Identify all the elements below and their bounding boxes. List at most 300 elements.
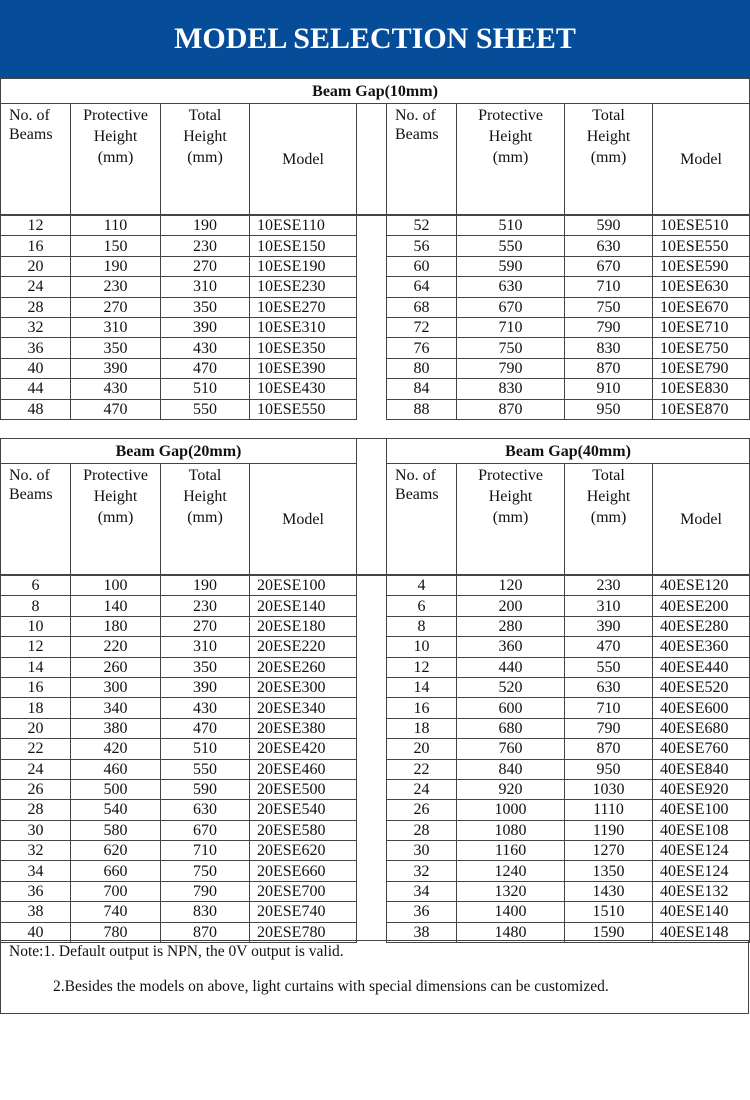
- column-header-beams-line: No. of: [395, 467, 436, 484]
- cell-beams: 40: [1, 358, 71, 378]
- column-header-beams-line: Beams: [395, 126, 439, 143]
- cell-total-height: 550: [565, 657, 653, 677]
- spacer: [357, 739, 387, 759]
- cell-total-height: 230: [161, 596, 250, 616]
- cell-total-height: 870: [565, 739, 653, 759]
- cell-model: 40ESE600: [653, 698, 750, 718]
- spacer: [357, 718, 387, 738]
- cell-beams: 22: [1, 739, 71, 759]
- header-row: [1, 464, 750, 576]
- cell-protective-height: 680: [457, 718, 565, 738]
- cell-protective-height: 300: [71, 677, 161, 697]
- cell-model: 40ESE200: [653, 596, 750, 616]
- spacer: [357, 637, 387, 657]
- cell-protective-height: 630: [457, 277, 565, 297]
- cell-protective-height: 540: [71, 800, 161, 820]
- cell-model: 40ESE148: [653, 922, 750, 942]
- table-row: [1, 739, 750, 759]
- cell-beams: 16: [1, 236, 71, 256]
- section-title-10mm: Beam Gap(10mm): [1, 79, 750, 104]
- cell-protective-height: 350: [71, 338, 161, 358]
- cell-model: 40ESE920: [653, 779, 750, 799]
- spacer: [357, 902, 387, 922]
- cell-beams: 20: [387, 739, 457, 759]
- column-header-total-height-line: (mm): [590, 509, 627, 526]
- cell-protective-height: 1080: [457, 820, 565, 840]
- column-header-total-height: [565, 464, 653, 576]
- table-row: [1, 657, 750, 677]
- column-header-model: [653, 464, 750, 576]
- cell-beams: 38: [387, 922, 457, 942]
- cell-model: 20ESE340: [250, 698, 357, 718]
- cell-protective-height: 790: [457, 358, 565, 378]
- cell-total-height: 1430: [565, 881, 653, 901]
- cell-beams: 52: [387, 215, 457, 236]
- column-header-protective-height-line: (mm): [492, 509, 529, 526]
- cell-model: 40ESE100: [653, 800, 750, 820]
- cell-model: 10ESE750: [653, 338, 750, 358]
- cell-model: 10ESE630: [653, 277, 750, 297]
- column-header-total-height-line: Height: [586, 488, 631, 505]
- table-row: [1, 698, 750, 718]
- cell-protective-height: 340: [71, 698, 161, 718]
- cell-protective-height: 380: [71, 718, 161, 738]
- cell-model: 10ESE550: [653, 236, 750, 256]
- cell-protective-height: 440: [457, 657, 565, 677]
- table-row: [1, 881, 750, 901]
- cell-model: 40ESE760: [653, 739, 750, 759]
- cell-total-height: 1590: [565, 922, 653, 942]
- beam-gap-20-40mm-table: [0, 438, 750, 943]
- column-header-protective-height-line: Height: [488, 128, 533, 145]
- cell-protective-height: 750: [457, 338, 565, 358]
- cell-total-height: 430: [161, 338, 250, 358]
- cell-protective-height: 1480: [457, 922, 565, 942]
- cell-beams: 60: [387, 256, 457, 276]
- cell-model: 10ESE150: [250, 236, 357, 256]
- cell-model: 20ESE540: [250, 800, 357, 820]
- cell-beams: 48: [1, 399, 71, 419]
- cell-beams: 34: [387, 881, 457, 901]
- spacer: [357, 256, 387, 276]
- cell-protective-height: 140: [71, 596, 161, 616]
- cell-total-height: 190: [161, 215, 250, 236]
- spacer: [357, 779, 387, 799]
- cell-total-height: 310: [565, 596, 653, 616]
- cell-protective-height: 660: [71, 861, 161, 881]
- spacer: [357, 277, 387, 297]
- cell-total-height: 950: [565, 399, 653, 419]
- cell-protective-height: 470: [71, 399, 161, 419]
- cell-model: 10ESE870: [653, 399, 750, 419]
- cell-beams: 84: [387, 379, 457, 399]
- cell-beams: 26: [1, 779, 71, 799]
- cell-protective-height: 460: [71, 759, 161, 779]
- cell-model: 40ESE520: [653, 677, 750, 697]
- cell-protective-height: 260: [71, 657, 161, 677]
- cell-model: 40ESE840: [653, 759, 750, 779]
- column-header-total-height: [161, 464, 250, 576]
- cell-total-height: 710: [565, 277, 653, 297]
- cell-beams: 16: [387, 698, 457, 718]
- cell-model: 40ESE360: [653, 637, 750, 657]
- spacer: [357, 820, 387, 840]
- cell-model: 20ESE300: [250, 677, 357, 697]
- cell-total-height: 390: [161, 677, 250, 697]
- cell-protective-height: 200: [457, 596, 565, 616]
- cell-beams: 34: [1, 861, 71, 881]
- cell-protective-height: 840: [457, 759, 565, 779]
- column-header-model-line: Model: [282, 510, 324, 528]
- cell-beams: 14: [387, 677, 457, 697]
- cell-model: 10ESE430: [250, 379, 357, 399]
- column-header-model-line: Model: [680, 510, 722, 528]
- spacer: [357, 800, 387, 820]
- cell-model: 40ESE280: [653, 616, 750, 636]
- cell-model: 10ESE790: [653, 358, 750, 378]
- cell-total-height: 470: [161, 358, 250, 378]
- column-header-total-height-line: Total: [592, 467, 625, 484]
- cell-beams: 38: [1, 902, 71, 922]
- spacer: [357, 104, 387, 216]
- cell-beams: 28: [1, 800, 71, 820]
- spacer: [357, 677, 387, 697]
- spacer: [357, 464, 387, 576]
- cell-model: 20ESE580: [250, 820, 357, 840]
- column-header-total-height: [161, 104, 250, 216]
- cell-beams: 10: [1, 616, 71, 636]
- cell-protective-height: 780: [71, 922, 161, 942]
- cell-total-height: 1030: [565, 779, 653, 799]
- cell-total-height: 790: [161, 881, 250, 901]
- cell-beams: 20: [1, 256, 71, 276]
- cell-model: 10ESE230: [250, 277, 357, 297]
- cell-total-height: 350: [161, 297, 250, 317]
- cell-total-height: 550: [161, 399, 250, 419]
- cell-beams: 26: [387, 800, 457, 820]
- cell-protective-height: 620: [71, 841, 161, 861]
- cell-total-height: 630: [161, 800, 250, 820]
- column-header-total-height-line: Height: [183, 488, 227, 505]
- table-row: [1, 861, 750, 881]
- cell-total-height: 470: [565, 637, 653, 657]
- table-row: [1, 236, 750, 256]
- cell-beams: 30: [387, 841, 457, 861]
- notes: [0, 940, 749, 1014]
- cell-model: 20ESE620: [250, 841, 357, 861]
- column-header-beams: [1, 464, 71, 576]
- column-header-protective-height-line: Height: [93, 128, 138, 145]
- cell-total-height: 310: [161, 277, 250, 297]
- cell-protective-height: 700: [71, 881, 161, 901]
- cell-protective-height: 830: [457, 379, 565, 399]
- cell-protective-height: 190: [71, 256, 161, 276]
- column-header-protective-height-line: (mm): [492, 149, 529, 166]
- cell-total-height: 1350: [565, 861, 653, 881]
- cell-model: 40ESE124: [653, 841, 750, 861]
- cell-total-height: 230: [161, 236, 250, 256]
- cell-total-height: 750: [161, 861, 250, 881]
- cell-protective-height: 1160: [457, 841, 565, 861]
- cell-protective-height: 920: [457, 779, 565, 799]
- column-header-protective-height: [71, 464, 161, 576]
- cell-protective-height: 310: [71, 317, 161, 337]
- cell-model: 20ESE220: [250, 637, 357, 657]
- cell-total-height: 350: [161, 657, 250, 677]
- cell-beams: 36: [387, 902, 457, 922]
- column-header-total-height-line: (mm): [187, 149, 223, 166]
- cell-beams: 36: [1, 881, 71, 901]
- cell-total-height: 190: [161, 575, 250, 596]
- cell-total-height: 1510: [565, 902, 653, 922]
- spacer: [357, 616, 387, 636]
- cell-total-height: 230: [565, 575, 653, 596]
- table-row: [1, 596, 750, 616]
- cell-protective-height: 500: [71, 779, 161, 799]
- cell-model: 40ESE140: [653, 902, 750, 922]
- spacer: [357, 297, 387, 317]
- column-header-total-height-line: Total: [188, 467, 222, 484]
- cell-total-height: 870: [565, 358, 653, 378]
- table-row: [1, 575, 750, 596]
- section-title-20mm: Beam Gap(20mm): [1, 439, 357, 464]
- cell-model: 20ESE740: [250, 902, 357, 922]
- cell-total-height: 870: [161, 922, 250, 942]
- cell-protective-height: 870: [457, 399, 565, 419]
- cell-beams: 12: [1, 637, 71, 657]
- header-row: [1, 104, 750, 216]
- spacer: [357, 358, 387, 378]
- cell-total-height: 1110: [565, 800, 653, 820]
- cell-beams: 14: [1, 657, 71, 677]
- column-header-protective-height-line: Protective: [83, 107, 148, 124]
- cell-protective-height: 580: [71, 820, 161, 840]
- cell-beams: 32: [387, 861, 457, 881]
- cell-beams: 8: [387, 616, 457, 636]
- cell-total-height: 510: [161, 379, 250, 399]
- cell-total-height: 630: [565, 677, 653, 697]
- column-header-protective-height-line: Protective: [478, 107, 543, 124]
- note-1: Note:1. Default output is NPN, the 0V output is valid.: [9, 943, 344, 960]
- spacer: [357, 338, 387, 358]
- cell-total-height: 1270: [565, 841, 653, 861]
- column-header-total-height-line: Height: [586, 128, 631, 145]
- cell-model: 20ESE420: [250, 739, 357, 759]
- page-title: MODEL SELECTION SHEET: [0, 0, 750, 78]
- cell-beams: 56: [387, 236, 457, 256]
- cell-protective-height: 1320: [457, 881, 565, 901]
- cell-beams: 68: [387, 297, 457, 317]
- column-header-beams: [1, 104, 71, 216]
- cell-model: 10ESE310: [250, 317, 357, 337]
- spacer: [357, 575, 387, 596]
- cell-beams: 20: [1, 718, 71, 738]
- cell-protective-height: 590: [457, 256, 565, 276]
- column-header-protective-height-line: Height: [93, 488, 138, 505]
- spacer: [357, 317, 387, 337]
- spacer: [357, 236, 387, 256]
- cell-model: 20ESE780: [250, 922, 357, 942]
- cell-total-height: 830: [565, 338, 653, 358]
- beam-gap-10mm-table: [0, 78, 750, 420]
- column-header-beams-line: No. of: [395, 107, 436, 124]
- column-header-protective-height: [457, 464, 565, 576]
- cell-model: 20ESE660: [250, 861, 357, 881]
- table-row: [1, 297, 750, 317]
- cell-beams: 64: [387, 277, 457, 297]
- cell-beams: 32: [1, 841, 71, 861]
- table-row: [1, 779, 750, 799]
- column-header-protective-height: [71, 104, 161, 216]
- table-row: [1, 379, 750, 399]
- cell-model: 10ESE670: [653, 297, 750, 317]
- cell-total-height: 790: [565, 317, 653, 337]
- cell-protective-height: 420: [71, 739, 161, 759]
- cell-protective-height: 760: [457, 739, 565, 759]
- cell-protective-height: 100: [71, 575, 161, 596]
- table-row: [1, 616, 750, 636]
- cell-model: 10ESE510: [653, 215, 750, 236]
- cell-beams: 12: [1, 215, 71, 236]
- cell-beams: 18: [1, 698, 71, 718]
- cell-total-height: 310: [161, 637, 250, 657]
- section-title-40mm: Beam Gap(40mm): [387, 439, 750, 464]
- cell-model: 10ESE270: [250, 297, 357, 317]
- cell-total-height: 590: [565, 215, 653, 236]
- column-header-protective-height-line: Protective: [478, 467, 543, 484]
- cell-model: 20ESE700: [250, 881, 357, 901]
- cell-protective-height: 600: [457, 698, 565, 718]
- cell-protective-height: 180: [71, 616, 161, 636]
- cell-beams: 8: [1, 596, 71, 616]
- table-row: [1, 718, 750, 738]
- column-header-beams-line: Beams: [395, 486, 439, 503]
- column-header-total-height-line: Total: [592, 107, 625, 124]
- column-header-protective-height: [457, 104, 565, 216]
- cell-beams: 32: [1, 317, 71, 337]
- cell-model: 10ESE190: [250, 256, 357, 276]
- cell-beams: 80: [387, 358, 457, 378]
- cell-protective-height: 510: [457, 215, 565, 236]
- table-row: [1, 800, 750, 820]
- cell-beams: 88: [387, 399, 457, 419]
- cell-beams: 28: [1, 297, 71, 317]
- table-row: [1, 759, 750, 779]
- cell-model: 20ESE180: [250, 616, 357, 636]
- column-header-beams: [387, 464, 457, 576]
- cell-beams: 12: [387, 657, 457, 677]
- column-header-model-line: Model: [680, 150, 722, 168]
- cell-model: 10ESE710: [653, 317, 750, 337]
- spacer: [357, 759, 387, 779]
- spacer: [357, 698, 387, 718]
- table-row: [1, 317, 750, 337]
- cell-model: 40ESE120: [653, 575, 750, 596]
- cell-model: 40ESE124: [653, 861, 750, 881]
- column-header-total-height-line: (mm): [187, 509, 223, 526]
- cell-total-height: 750: [565, 297, 653, 317]
- spacer: [357, 215, 387, 236]
- cell-model: 20ESE500: [250, 779, 357, 799]
- cell-beams: 24: [387, 779, 457, 799]
- cell-beams: 40: [1, 922, 71, 942]
- cell-total-height: 590: [161, 779, 250, 799]
- column-header-beams-line: No. of: [9, 467, 50, 484]
- column-header-total-height-line: Total: [188, 107, 222, 124]
- column-header-protective-height-line: Height: [488, 488, 533, 505]
- spacer: [357, 657, 387, 677]
- spacer: [357, 399, 387, 419]
- cell-model: 10ESE590: [653, 256, 750, 276]
- cell-model: 10ESE830: [653, 379, 750, 399]
- cell-beams: 76: [387, 338, 457, 358]
- spacer: [357, 861, 387, 881]
- column-header-beams-line: Beams: [9, 486, 53, 503]
- spacer: [357, 881, 387, 901]
- cell-beams: 36: [1, 338, 71, 358]
- cell-model: 20ESE140: [250, 596, 357, 616]
- cell-protective-height: 430: [71, 379, 161, 399]
- cell-beams: 6: [387, 596, 457, 616]
- cell-protective-height: 740: [71, 902, 161, 922]
- column-header-total-height: [565, 104, 653, 216]
- table-row: [1, 902, 750, 922]
- column-header-protective-height-line: Protective: [83, 467, 148, 484]
- cell-model: 10ESE550: [250, 399, 357, 419]
- cell-protective-height: 550: [457, 236, 565, 256]
- table-row: [1, 399, 750, 419]
- cell-model: 20ESE100: [250, 575, 357, 596]
- table-row: [1, 256, 750, 276]
- cell-total-height: 390: [161, 317, 250, 337]
- cell-beams: 24: [1, 759, 71, 779]
- cell-model: 40ESE132: [653, 881, 750, 901]
- spacer: [357, 841, 387, 861]
- cell-total-height: 470: [161, 718, 250, 738]
- cell-total-height: 430: [161, 698, 250, 718]
- cell-total-height: 950: [565, 759, 653, 779]
- cell-model: 40ESE680: [653, 718, 750, 738]
- cell-protective-height: 390: [71, 358, 161, 378]
- column-header-model: [250, 104, 357, 216]
- cell-beams: 44: [1, 379, 71, 399]
- table-row: [1, 358, 750, 378]
- column-header-protective-height-line: (mm): [97, 149, 134, 166]
- table-row: [1, 338, 750, 358]
- cell-protective-height: 270: [71, 297, 161, 317]
- cell-total-height: 910: [565, 379, 653, 399]
- cell-total-height: 670: [565, 256, 653, 276]
- cell-protective-height: 710: [457, 317, 565, 337]
- cell-total-height: 710: [161, 841, 250, 861]
- cell-total-height: 630: [565, 236, 653, 256]
- cell-beams: 72: [387, 317, 457, 337]
- cell-model: 10ESE110: [250, 215, 357, 236]
- column-header-model: [653, 104, 750, 216]
- cell-model: 20ESE460: [250, 759, 357, 779]
- cell-protective-height: 150: [71, 236, 161, 256]
- cell-protective-height: 110: [71, 215, 161, 236]
- cell-total-height: 790: [565, 718, 653, 738]
- cell-protective-height: 220: [71, 637, 161, 657]
- table-row: [1, 677, 750, 697]
- cell-protective-height: 120: [457, 575, 565, 596]
- cell-model: 40ESE108: [653, 820, 750, 840]
- column-header-model: [250, 464, 357, 576]
- cell-protective-height: 360: [457, 637, 565, 657]
- cell-beams: 16: [1, 677, 71, 697]
- cell-beams: 30: [1, 820, 71, 840]
